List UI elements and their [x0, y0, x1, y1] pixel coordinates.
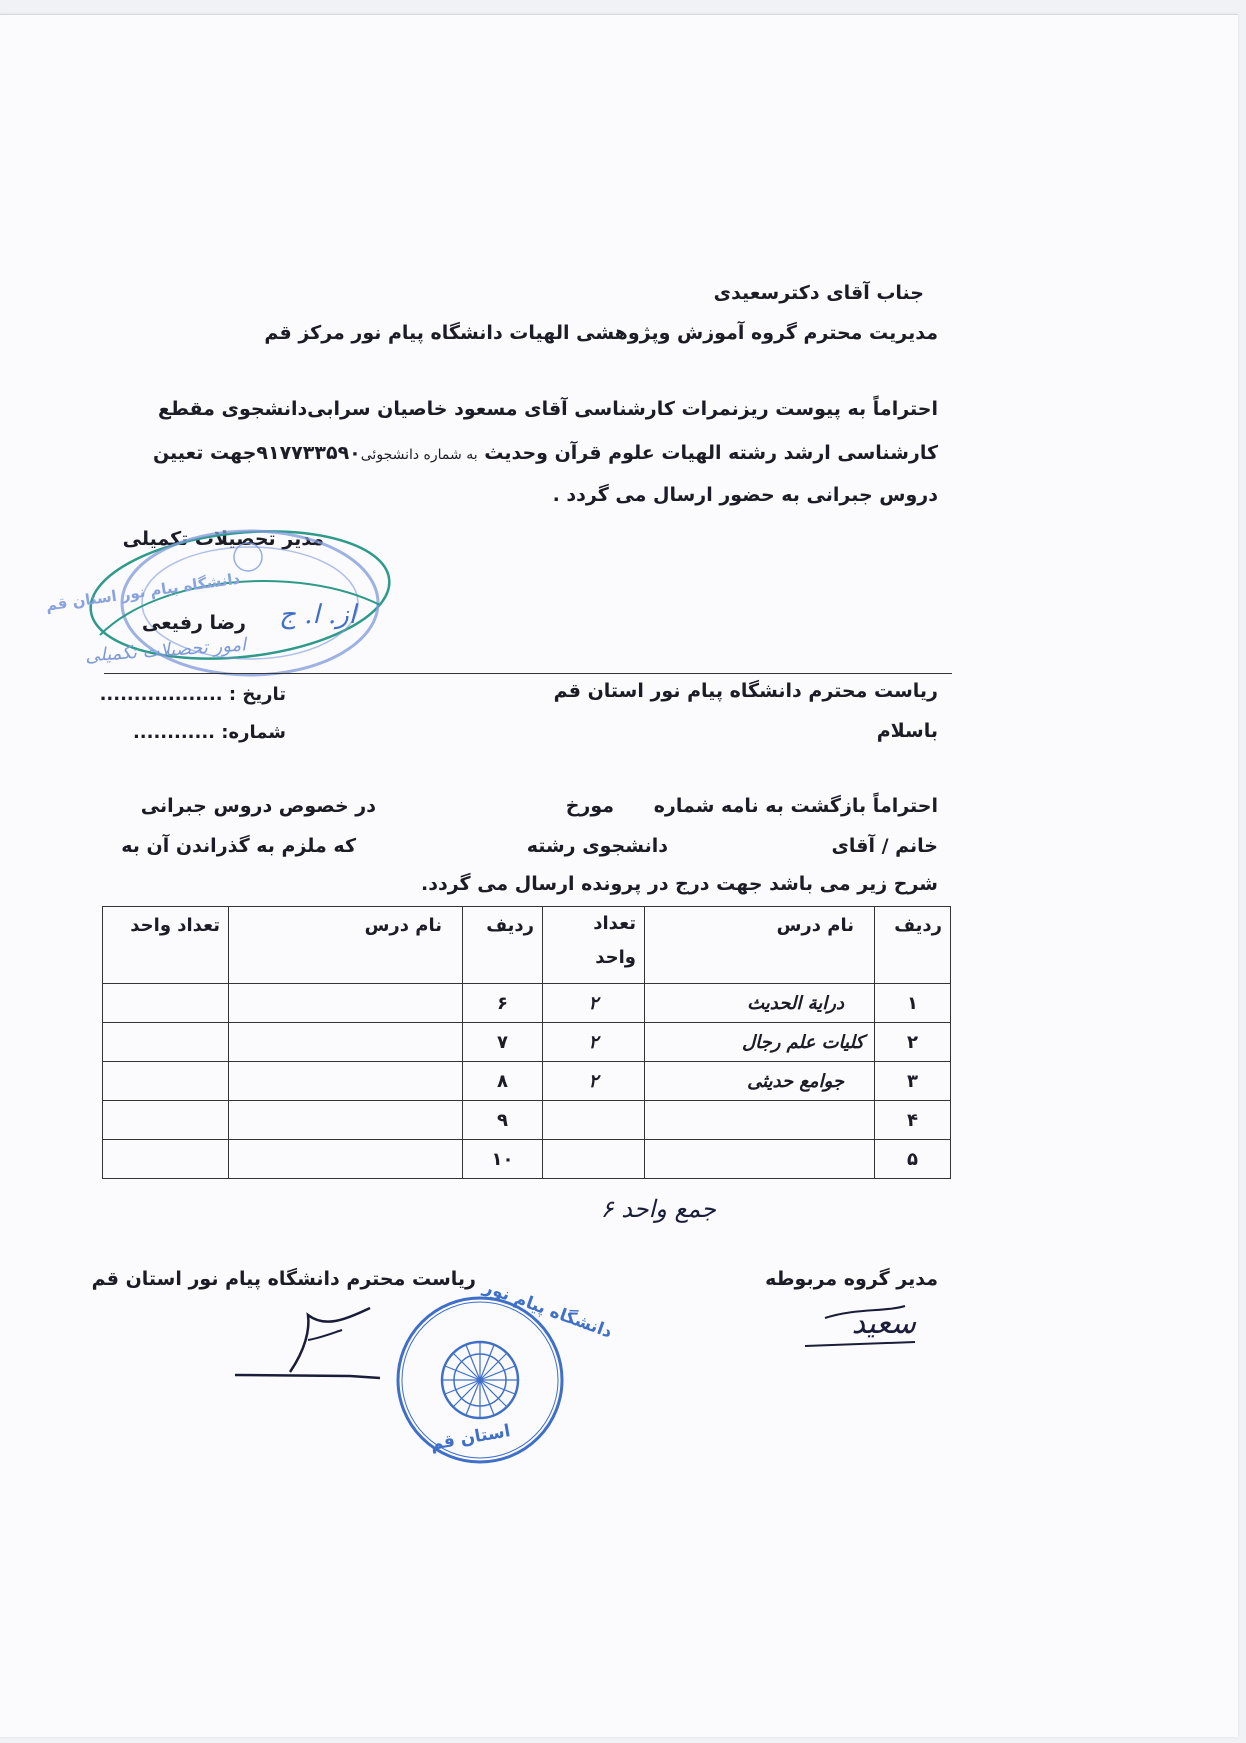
grad-handwritten-initials: از. ا. ج [279, 600, 356, 630]
cell-course: جوامع حدیثی [645, 1062, 875, 1101]
cell-row: ۴ [875, 1101, 951, 1140]
body-line-1a: احتراماً به پیوست ریزنمرات کارشناسی آقای مسعود خاصیان سرابی [307, 398, 938, 420]
cell-course: درایة الحدیث [645, 984, 875, 1023]
reply-p2-a: خانم / آقای [831, 835, 938, 857]
body-line-1b: دانشجوی مقطع [158, 398, 308, 420]
grad-stamp-text-bottom: امور تحصیلات تکمیلی [84, 634, 247, 667]
reply-p2-c: که ملزم به گذراندن آن به [121, 835, 356, 857]
cell-row-2: ۱۰ [463, 1140, 543, 1179]
cell-units-2 [103, 1140, 229, 1179]
reply-p1-b: مورخ [565, 795, 614, 817]
cell-course-2 [229, 1023, 463, 1062]
president-signature [230, 1300, 390, 1390]
body-line-2a: کارشناسی ارشد رشته الهیات علوم قرآن وحدیث [484, 442, 938, 464]
header-row-2: ردیف [463, 907, 543, 984]
table-row [103, 1062, 951, 1101]
body-line-3: دروس جبرانی به حضور ارسال می گردد . [552, 484, 938, 506]
cell-units-2 [103, 984, 229, 1023]
body-line-2 [153, 442, 938, 464]
grad-stamp-text-top: دانشگاه پیام نور استان قم [44, 569, 242, 615]
body-line-2-small: به شماره دانشجوئی [360, 447, 478, 463]
dept-manager-signature: سعید [851, 1306, 916, 1341]
cell-row: ۲ [875, 1023, 951, 1062]
reply-p2-b: دانشجوی رشته [526, 835, 668, 857]
header-units: تعداد واحد [543, 907, 645, 984]
cell-course: کلیات علم رجال [645, 1023, 875, 1062]
date-label: تاریخ : .................. [99, 684, 286, 705]
table-row [103, 984, 951, 1023]
addressee-title: مدیریت محترم گروه آموزش وپژوهشی الهیات دانشگاه پیام نور مرکز قم [264, 322, 938, 344]
reply-p1-a: احتراماً بازگشت به نامه شماره [653, 795, 938, 817]
cell-row-2: ۷ [463, 1023, 543, 1062]
cell-units: ۲ [543, 1023, 645, 1062]
table-row [103, 1023, 951, 1062]
section-divider [104, 673, 952, 674]
reply-greeting: باسلام [876, 720, 938, 742]
grad-manager-name: رضا رفیعی [141, 612, 246, 634]
stamp-text-top: دانشگاه پیام نور [480, 1277, 615, 1343]
addressee: جناب آقای دکترسعیدی [713, 282, 924, 304]
cell-row: ۱ [875, 984, 951, 1023]
cell-row-2: ۸ [463, 1062, 543, 1101]
cell-units-2 [103, 1062, 229, 1101]
cell-units: ۲ [543, 1062, 645, 1101]
header-course: نام درس [645, 907, 875, 984]
cell-row-2: ۶ [463, 984, 543, 1023]
header-row: ردیف [875, 907, 951, 984]
cell-row: ۵ [875, 1140, 951, 1179]
header-course-2: نام درس [229, 907, 463, 984]
cell-course-2 [229, 1062, 463, 1101]
number-label: شماره: ............ [132, 722, 286, 743]
body-line-2b: ۹۱۷۷۳۳۵۹۰جهت تعیین [152, 442, 361, 464]
cell-units-2 [103, 1101, 229, 1140]
cell-row-2: ۹ [463, 1101, 543, 1140]
table-row [103, 1140, 951, 1179]
cell-units: ۲ [543, 984, 645, 1023]
president-title: ریاست محترم دانشگاه پیام نور استان قم [91, 1268, 476, 1290]
cell-course [645, 1101, 875, 1140]
cell-row: ۳ [875, 1062, 951, 1101]
cell-units [543, 1140, 645, 1179]
cell-course-2 [229, 984, 463, 1023]
stamp-text-bottom: استان قم [428, 1421, 512, 1455]
table-header-row [103, 907, 951, 984]
cell-course [645, 1140, 875, 1179]
dept-signature-strokes [795, 1298, 925, 1358]
cell-course-2 [229, 1140, 463, 1179]
reply-p1-c: در خصوص دروس جبرانی [140, 795, 376, 817]
total-units-handwritten: جمع واحد ۶ [600, 1195, 716, 1223]
table-row [103, 1101, 951, 1140]
reply-p3: شرح زیر می باشد جهت درج در پرونده ارسال می گردد. [421, 873, 938, 895]
cell-course-2 [229, 1101, 463, 1140]
cell-units-2 [103, 1023, 229, 1062]
header-units-2: تعداد واحد [103, 907, 229, 984]
courses-table [102, 906, 951, 1179]
reply-addressee: ریاست محترم دانشگاه پیام نور استان قم [553, 680, 938, 702]
grad-manager-title: مدیر تحصیلات تکمیلی [122, 528, 324, 550]
body-line-1b-wrap [158, 398, 307, 420]
dept-manager-title: مدیر گروه مربوطه [765, 1268, 938, 1290]
cell-units [543, 1101, 645, 1140]
